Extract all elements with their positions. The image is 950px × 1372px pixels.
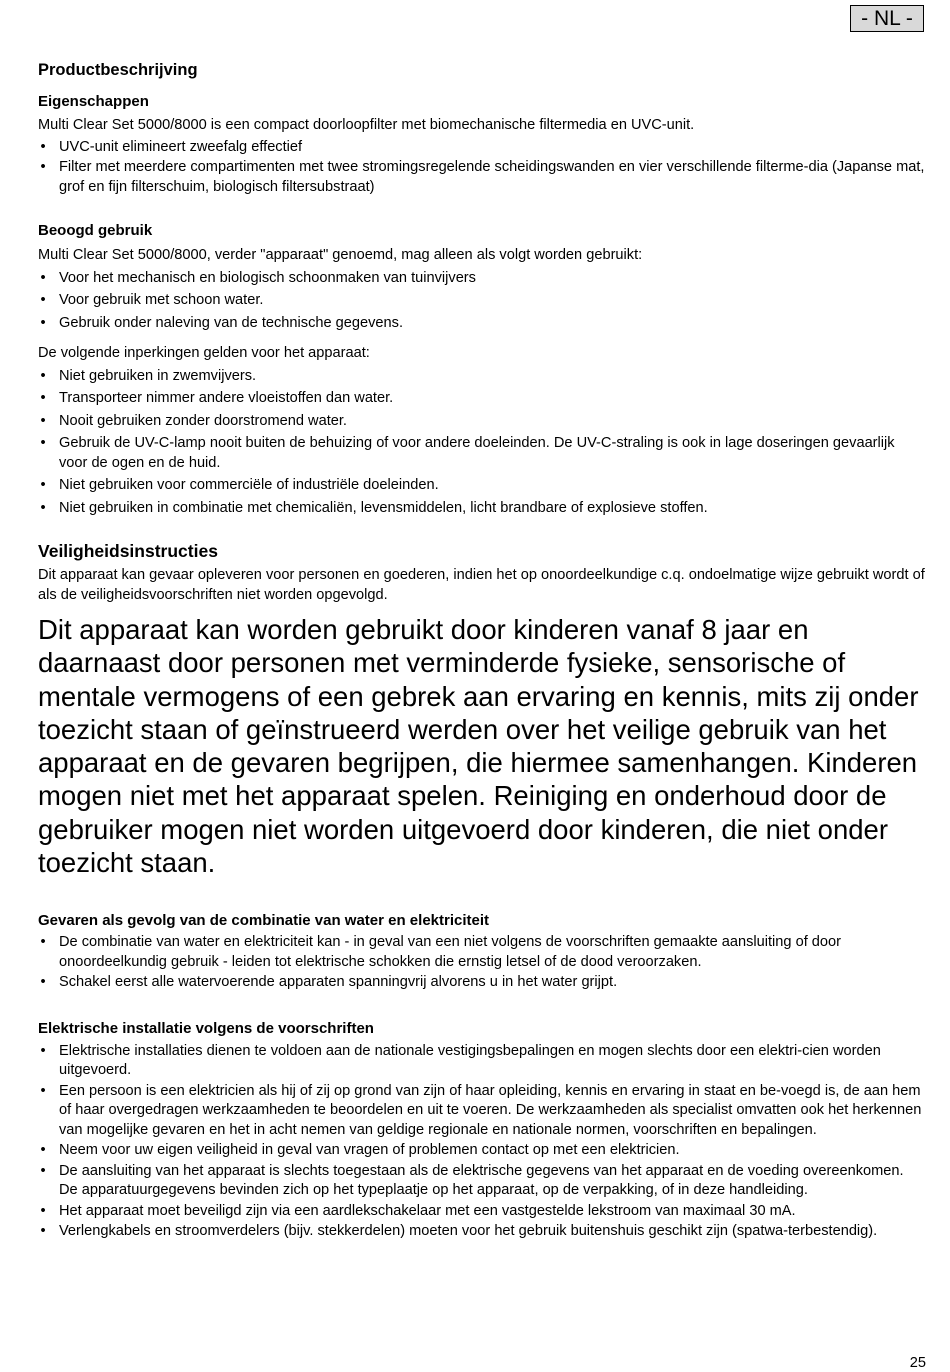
list-item: • Schakel eerst alle watervoerende apparaten spanningvrij alvorens u in het water grijpt. xyxy=(38,973,926,993)
water-electricity-list xyxy=(38,933,926,993)
list-item: • Elektrische installaties dienen te voldoen aan de nationale vestigingsbepalingen en mogen slechts door een elektri-cien worden uitgevoerd. xyxy=(38,1042,926,1081)
bullet-icon: • xyxy=(40,1142,46,1159)
bullet-icon: • xyxy=(40,499,46,516)
bullet-icon: • xyxy=(40,292,46,308)
subheading-water-electricity: Gevaren als gevolg van de combinatie van water en elektriciteit xyxy=(38,912,490,930)
list-item: • Niet gebruiken in zwemvijvers. xyxy=(38,367,926,387)
bullet-icon: • xyxy=(40,477,46,493)
document-body xyxy=(38,60,926,1243)
features-list xyxy=(38,138,926,198)
intended-use-intro: Multi Clear Set 5000/8000, verder "apparaat" genoemd, mag alleen als volgt worden gebruikt: xyxy=(38,247,643,263)
list-item: • Nooit gebruiken zonder doorstromend water. xyxy=(38,412,926,432)
page-number: 25 xyxy=(909,1355,926,1371)
list-item: • Niet gebruiken voor commerciële of industriële doeleinden. xyxy=(38,476,926,496)
subheading-features: Eigenschappen xyxy=(38,93,149,110)
list-item: • Het apparaat moet beveiligd zijn via een aardlekschakelaar met een vastgestelde lekstroom van maximaal 30 mA. xyxy=(38,1202,926,1222)
bullet-icon: • xyxy=(40,934,46,951)
list-item: • De combinatie van water en elektriciteit kan - in geval van een niet volgens de voorschriften gemaakte aansluiting of door onoordeelkundig gebruik - leiden tot elektrische schokken die ernstig letsel of de dood veroorzaken. xyxy=(38,933,926,972)
bullet-icon: • xyxy=(40,314,46,331)
intended-use-list xyxy=(38,269,926,334)
list-item: • Transporteer nimmer andere vloeistoffen dan water. xyxy=(38,389,926,409)
bullet-icon: • xyxy=(40,1082,46,1099)
electrical-installation-list xyxy=(38,1042,926,1242)
bullet-icon: • xyxy=(40,269,46,286)
bullet-icon: • xyxy=(40,974,46,991)
bullet-icon: • xyxy=(40,1223,46,1240)
list-item: • Voor het mechanisch en biologisch schoonmaken van tuinvijvers xyxy=(38,269,926,289)
list-item: • Voor gebruik met schoon water. xyxy=(38,291,926,311)
list-item: • Filter met meerdere compartimenten met twee stromingsregelende scheidingswanden en vier verschillende filterme-dia (Japanse mat, grof en fijn filterschuim, biologisch filtersubstraat) xyxy=(38,158,926,197)
bullet-icon: • xyxy=(40,1202,46,1219)
bullet-icon: • xyxy=(40,390,46,406)
safety-intro: Dit apparaat kan gevaar opleveren voor personen en goederen, indien het op onoordeelkundige c.q. ondoelmatige wijze gebruikt wordt of als de veiligheidsvoorschriften niet worden opgevolgd. xyxy=(38,567,925,603)
bullet-icon: • xyxy=(40,138,46,155)
restrictions-list xyxy=(38,367,926,519)
product-intro: Multi Clear Set 5000/8000 is een compact doorloopfilter met biomechanische filtermedia en UVC-unit. xyxy=(38,117,695,133)
bullet-icon: • xyxy=(40,159,46,175)
bullet-icon: • xyxy=(40,1162,46,1179)
list-item: • Neem voor uw eigen veiligheid in geval van vragen of problemen contact op met een elektricien. xyxy=(38,1141,926,1161)
language-badge: - NL - xyxy=(850,5,924,32)
children-notice: Dit apparaat kan worden gebruikt door kinderen vanaf 8 jaar en daarnaast door personen met verminderde fysieke, sensorische of mentale vermogens of een gebrek aan ervaring en kennis, mits zij onder toezicht staan of geïnstrueerd werden over het veilige gebruik van het apparaat en de gevaren begrijpen, die hiermee samenhangen. Kinderen mogen niet met het apparaat spelen. Reiniging en onderhoud door de gebruiker mogen niet worden uitgevoerd door kinderen, die niet onder toezicht staan. xyxy=(38,614,919,879)
list-item: • De aansluiting van het apparaat is slechts toegestaan als de elektrische gegevens van het apparaat en de voeding overeenkomen. De apparatuurgegevens bevinden zich op het typeplaatje op het apparaat, op de verpakking, of in deze handleiding. xyxy=(38,1162,926,1201)
section-title-product: Productbeschrijving xyxy=(38,61,198,79)
bullet-icon: • xyxy=(40,1042,46,1059)
bullet-icon: • xyxy=(40,412,46,429)
bullet-icon: • xyxy=(40,435,46,451)
bullet-icon: • xyxy=(40,367,46,384)
list-item: • Gebruik de UV-C-lamp nooit buiten de behuizing of voor andere doeleinden. De UV-C-straling is ook in lage doseringen gevaarlijk voor de ogen en de huid. xyxy=(38,434,926,473)
section-title-safety: Veiligheidsinstructies xyxy=(38,541,218,561)
list-item: • UVC-unit elimineert zweefalg effectief xyxy=(38,138,926,158)
list-item: • Gebruik onder naleving van de technische gegevens. xyxy=(38,314,926,334)
restrictions-intro: De volgende inperkingen gelden voor het apparaat: xyxy=(38,345,370,361)
list-item: • Een persoon is een elektricien als hij of zij op grond van zijn of haar opleiding, kennis en ervaring in staat en be-voegd is, de aan hem of haar overgedragen werkzaamheden te beoordelen en uit te voeren. De werkzaamheden als specialist omvatten ook het herkennen van mogelijke gevaren en het in acht nemen van geldige regionale en nationale normen, voorschriften en bepalingen. xyxy=(38,1082,926,1141)
list-item: • Verlengkabels en stroomverdelers (bijv. stekkerdelen) moeten voor het gebruik buitenshuis geschikt zijn (spatwa-terbestendig). xyxy=(38,1222,926,1242)
subheading-intended-use: Beoogd gebruik xyxy=(38,222,153,239)
subheading-electrical-installation: Elektrische installatie volgens de voorschriften xyxy=(38,1019,374,1037)
list-item: • Niet gebruiken in combinatie met chemicaliën, levensmiddelen, licht brandbare of explosieve stoffen. xyxy=(38,499,926,519)
